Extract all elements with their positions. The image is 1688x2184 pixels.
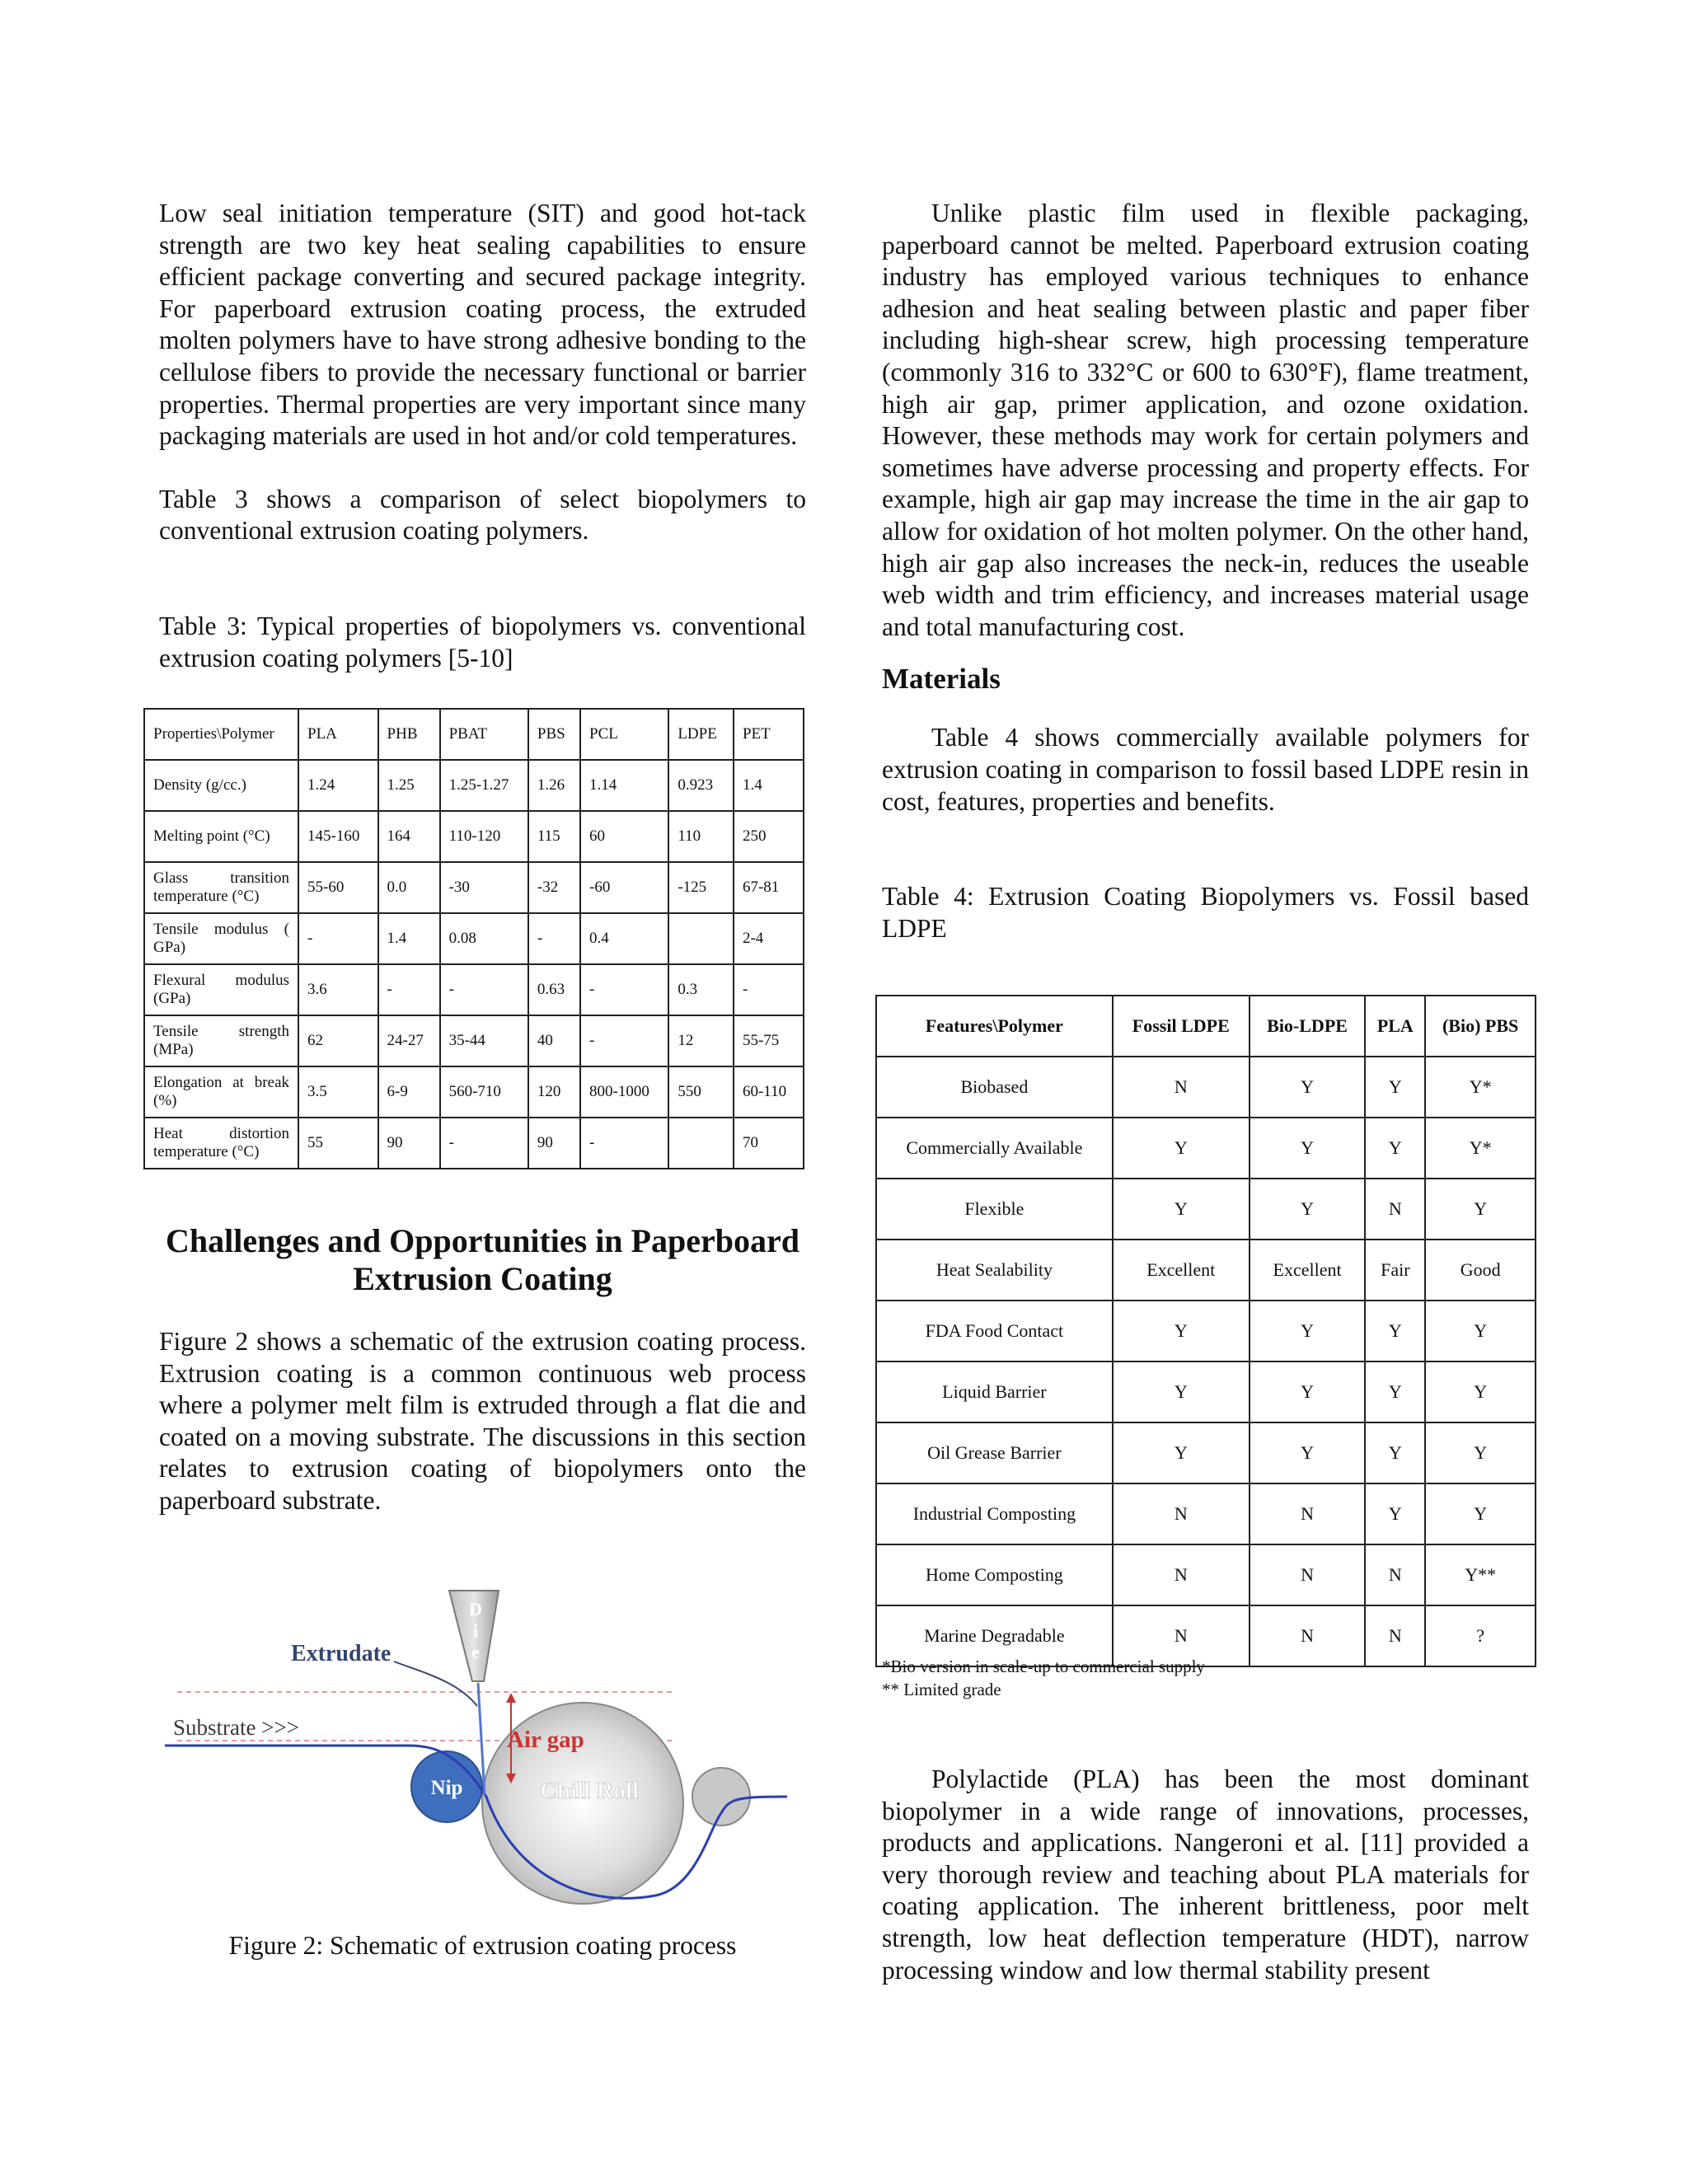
table3-cell: PBS <box>528 709 580 760</box>
table3-cell: 145-160 <box>298 811 378 862</box>
table4-cell: Y* <box>1425 1057 1536 1118</box>
table4-header-cell: PLA <box>1365 996 1425 1057</box>
table3-cell: 0.4 <box>580 913 668 964</box>
table4-header-cell: Features\Polymer <box>876 996 1113 1057</box>
table3-cell: 164 <box>378 811 440 862</box>
table3-cell: 1.24 <box>298 760 378 811</box>
table3-cell: 12 <box>668 1015 734 1066</box>
table3-cell: 1.4 <box>734 760 804 811</box>
table3-cell: 3.6 <box>298 964 378 1015</box>
table3-cell: 40 <box>528 1015 580 1066</box>
table3-cell: 55 <box>298 1118 378 1169</box>
table4-cell: Y <box>1425 1361 1536 1422</box>
table4-row <box>876 1118 1536 1179</box>
table4-cell: N <box>1113 1605 1250 1666</box>
table3-row-label: Flexural modulus (GPa) <box>144 964 298 1015</box>
table4-cell: N <box>1365 1544 1425 1605</box>
table3-cell: 3.5 <box>298 1066 378 1118</box>
table4-note: ** Limited grade <box>882 1680 1001 1699</box>
table4-cell: Y <box>1113 1422 1250 1483</box>
table3-cell: 35-44 <box>440 1015 528 1066</box>
table4-row-label: Commercially Available <box>876 1118 1113 1179</box>
extrudate-label: Extrudate <box>291 1641 392 1666</box>
table4-cell: N <box>1250 1483 1366 1544</box>
table3-cell: 55-75 <box>734 1015 804 1066</box>
substrate-label: Substrate >>> <box>173 1715 299 1740</box>
table3-row-label: Tensile strength (MPa) <box>144 1015 298 1066</box>
table4-row <box>876 1361 1536 1422</box>
paragraph: Polylactide (PLA) has been the most dominant biopolymer in a wide range of innovations, processes, products and applications. Nangeroni et al. [11] provided a very thorough review and teaching about PLA materials for coating application. The inherent brittleness, poor melt strength, low heat deflection temperature (HDT), narrow processing window and low thermal stability present <box>882 1765 1529 1985</box>
table3-header-row <box>144 709 804 760</box>
table4-row <box>876 1544 1536 1605</box>
materials-heading: Materials <box>882 663 1001 696</box>
table3-cell: 0.923 <box>668 760 734 811</box>
table4-cell: Y <box>1365 1422 1425 1483</box>
extrusion-schematic <box>161 1582 804 1912</box>
table3-cell: 90 <box>378 1118 440 1169</box>
table4-cell: Y <box>1425 1422 1536 1483</box>
table4-cell: Y <box>1365 1057 1425 1118</box>
table3-row-label: Properties\Polymer <box>144 709 298 760</box>
table4-cell: Y** <box>1425 1544 1536 1605</box>
table4-caption: Table 4: Extrusion Coating Biopolymers vs. Fossil based LDPE <box>882 882 1529 943</box>
table4-row-label: Heat Sealability <box>876 1240 1113 1301</box>
table4-cell: Y <box>1113 1361 1250 1422</box>
table4-cell: Y <box>1250 1422 1366 1483</box>
table4-row-label: Biobased <box>876 1057 1113 1118</box>
die-letter: D <box>469 1599 482 1619</box>
die-letter: e <box>471 1642 480 1662</box>
table4-cell: Y <box>1425 1179 1536 1240</box>
table3-cell: 67-81 <box>734 862 804 913</box>
table4-cell: Excellent <box>1113 1240 1250 1301</box>
table3-cell: 0.3 <box>668 964 734 1015</box>
table3-cell: - <box>580 1118 668 1169</box>
table3-cell: 1.25-1.27 <box>440 760 528 811</box>
paragraph: Unlike plastic film used in flexible packaging, paperboard cannot be melted. Paperboard extrusion coating industry has employed various techniques to enhance adhesion and heat sealing between plastic and paper fiber including high-shear screw, high processing temperature (commonly 316 to 332°C or 600 to 630°F), flame treatment, high air gap, primer application, and ozone oxidation. However, these methods may work for certain polymers and sometimes have adverse processing and property effects. For example, high air gap may increase the time in the air gap to allow for oxidation of hot molten polymer. On the other hand, high air gap also increases the neck-in, reduces the useable web width and trim efficiency, and increases material usage and total manufacturing cost. <box>882 199 1529 641</box>
table3-cell: 60-110 <box>734 1066 804 1118</box>
table4-cell: N <box>1250 1605 1366 1666</box>
table3-row-label: Melting point (°C) <box>144 811 298 862</box>
right-column-lower <box>882 1764 1529 1986</box>
table3-row <box>144 811 804 862</box>
table4-row-label: FDA Food Contact <box>876 1301 1113 1361</box>
table4-cell: Excellent <box>1250 1240 1366 1301</box>
table4-cell: Y <box>1250 1118 1366 1179</box>
table4-row <box>876 1179 1536 1240</box>
table3-cell: 110 <box>668 811 734 862</box>
table4-row <box>876 1301 1536 1361</box>
table4-cell: Fair <box>1365 1240 1425 1301</box>
table3-cell: 55-60 <box>298 862 378 913</box>
table4-note: *Bio version in scale-up to commercial supply <box>882 1657 1205 1676</box>
table3-cell: 24-27 <box>378 1015 440 1066</box>
table3 <box>143 708 804 1169</box>
table3-caption: Table 3: Typical properties of biopolymers vs. conventional extrusion coating polymers [5-10] <box>159 611 806 673</box>
table3-cell: 6-9 <box>378 1066 440 1118</box>
table3-cell: 0.08 <box>440 913 528 964</box>
table3-cell: -60 <box>580 862 668 913</box>
table3-cell: PET <box>734 709 804 760</box>
right-column <box>882 198 1529 944</box>
table3-cell: 1.25 <box>378 760 440 811</box>
paragraph: Table 3 shows a comparison of select biopolymers to conventional extrusion coating polymers. <box>159 484 806 546</box>
table3-cell: 2-4 <box>734 913 804 964</box>
table4-header-cell: Bio-LDPE <box>1250 996 1366 1057</box>
table3-cell: -32 <box>528 862 580 913</box>
table3-row-label: Elongation at break (%) <box>144 1066 298 1118</box>
section-title: Challenges and Opportunities in Paperboard Extrusion Coating <box>165 1222 799 1297</box>
paragraph: Table 4 shows commercially available polymers for extrusion coating in comparison to fossil based LDPE resin in cost, features, properties and benefits. <box>882 723 1529 816</box>
table4-cell: N <box>1113 1057 1250 1118</box>
table4-row-label: Oil Grease Barrier <box>876 1422 1113 1483</box>
table3-cell: 70 <box>734 1118 804 1169</box>
table4-cell: Y <box>1365 1361 1425 1422</box>
die-letter: i <box>472 1620 479 1641</box>
table3-row <box>144 760 804 811</box>
air-gap-label: Air gap <box>507 1727 584 1753</box>
table4-cell: Y <box>1365 1118 1425 1179</box>
table3-cell: 115 <box>528 811 580 862</box>
table3-cell: PCL <box>580 709 668 760</box>
table3-cell: - <box>298 913 378 964</box>
arrowhead <box>506 1693 516 1703</box>
table4-cell: Good <box>1425 1240 1536 1301</box>
table4-cell: Y <box>1113 1118 1250 1179</box>
table4-cell: Y <box>1365 1301 1425 1361</box>
table3-row <box>144 1118 804 1169</box>
table4-header-row <box>876 996 1536 1057</box>
table4-row-label: Liquid Barrier <box>876 1361 1113 1422</box>
paragraph: Low seal initiation temperature (SIT) and good hot-tack strength are two key heat sealing capabilities to ensure efficient package converting and secured package integrity. For paperboard extrusion coating process, the extruded molten polymers have to have strong adhesive bonding to the cellulose fibers to provide the necessary functional or barrier properties. Thermal properties are very important since many packaging materials are used in hot and/or cold temperatures. <box>159 199 806 451</box>
table4-row <box>876 1422 1536 1483</box>
table4-row <box>876 1240 1536 1301</box>
table3-cell: 62 <box>298 1015 378 1066</box>
table4-cell: N <box>1113 1483 1250 1544</box>
table3-cell: 110-120 <box>440 811 528 862</box>
chill-roll-label: Chill Roll <box>539 1778 640 1804</box>
table4-cell: Y <box>1365 1483 1425 1544</box>
table3-cell: 560-710 <box>440 1066 528 1118</box>
table4-row-label: Home Composting <box>876 1544 1113 1605</box>
table3-row-label: Density (g/cc.) <box>144 760 298 811</box>
table3-cell: - <box>580 1015 668 1066</box>
table4-header-cell: Fossil LDPE <box>1113 996 1250 1057</box>
table3-cell: -125 <box>668 862 734 913</box>
table3-cell: 120 <box>528 1066 580 1118</box>
table3-cell <box>668 1118 734 1169</box>
table4-cell: Y <box>1113 1301 1250 1361</box>
table3-cell: 60 <box>580 811 668 862</box>
table4-cell: Y <box>1250 1301 1366 1361</box>
table3-row-label: Glass transition temperature (°C) <box>144 862 298 913</box>
figure-2 <box>161 1582 804 1912</box>
table4 <box>875 995 1536 1667</box>
table3-cell: 550 <box>668 1066 734 1118</box>
table4-row <box>876 1057 1536 1118</box>
table3-cell: 1.4 <box>378 913 440 964</box>
extrudate-pointer <box>394 1661 477 1706</box>
table3-cell: 800-1000 <box>580 1066 668 1118</box>
table3-row <box>144 862 804 913</box>
table3-cell: - <box>440 1118 528 1169</box>
table3-cell: 90 <box>528 1118 580 1169</box>
table4-cell: ? <box>1425 1605 1536 1666</box>
table3-row <box>144 1066 804 1118</box>
table4-cell: Y <box>1250 1057 1366 1118</box>
table4-row-label: Flexible <box>876 1179 1113 1240</box>
table4-cell: Y <box>1425 1483 1536 1544</box>
table4-row-label: Industrial Composting <box>876 1483 1113 1544</box>
table3-cell <box>668 913 734 964</box>
table3-cell: 250 <box>734 811 804 862</box>
idler-roll <box>692 1768 750 1825</box>
figure-caption: Figure 2: Schematic of extrusion coating process <box>228 1931 737 1960</box>
table3-cell: - <box>440 964 528 1015</box>
table4-cell: N <box>1113 1544 1250 1605</box>
table4-cell: Y <box>1113 1179 1250 1240</box>
table3-row <box>144 964 804 1015</box>
table3-row <box>144 1015 804 1066</box>
table4-cell: N <box>1365 1179 1425 1240</box>
table3-cell: - <box>734 964 804 1015</box>
paragraph: Figure 2 shows a schematic of the extrusion coating process. Extrusion coating is a common continuous web process where a polymer melt film is extruded through a flat die and coated on a moving substrate. The discussions in this section relates to extrusion coating of biopolymers onto the paperboard substrate. <box>159 1327 806 1515</box>
table4-cell: N <box>1250 1544 1366 1605</box>
table3-cell: - <box>528 913 580 964</box>
table3-cell: 1.14 <box>580 760 668 811</box>
table4-row <box>876 1483 1536 1544</box>
table3-cell: 0.63 <box>528 964 580 1015</box>
table3-cell: LDPE <box>668 709 734 760</box>
table3-row <box>144 913 804 964</box>
table4-row-label: Marine Degradable <box>876 1605 1113 1666</box>
table3-cell: PBAT <box>440 709 528 760</box>
table3-cell: PLA <box>298 709 378 760</box>
table4-header-cell: (Bio) PBS <box>1425 996 1536 1057</box>
table3-cell: - <box>580 964 668 1015</box>
table4-cell: Y <box>1425 1301 1536 1361</box>
table4-cell: Y <box>1250 1179 1366 1240</box>
table4-cell: Y* <box>1425 1118 1536 1179</box>
table4-notes <box>882 1655 1205 1701</box>
table4-cell: N <box>1365 1605 1425 1666</box>
section-block <box>159 1222 806 1517</box>
table3-cell: - <box>378 964 440 1015</box>
table3-cell: PHB <box>378 709 440 760</box>
table3-row-label: Heat distortion temperature (°C) <box>144 1118 298 1169</box>
table3-cell: 0.0 <box>378 862 440 913</box>
nip-label: Nip <box>430 1777 463 1799</box>
left-column <box>159 198 806 674</box>
table4-cell: Y <box>1250 1361 1366 1422</box>
table3-cell: -30 <box>440 862 528 913</box>
table3-cell: 1.26 <box>528 760 580 811</box>
table3-row-label: Tensile modulus ( GPa) <box>144 913 298 964</box>
